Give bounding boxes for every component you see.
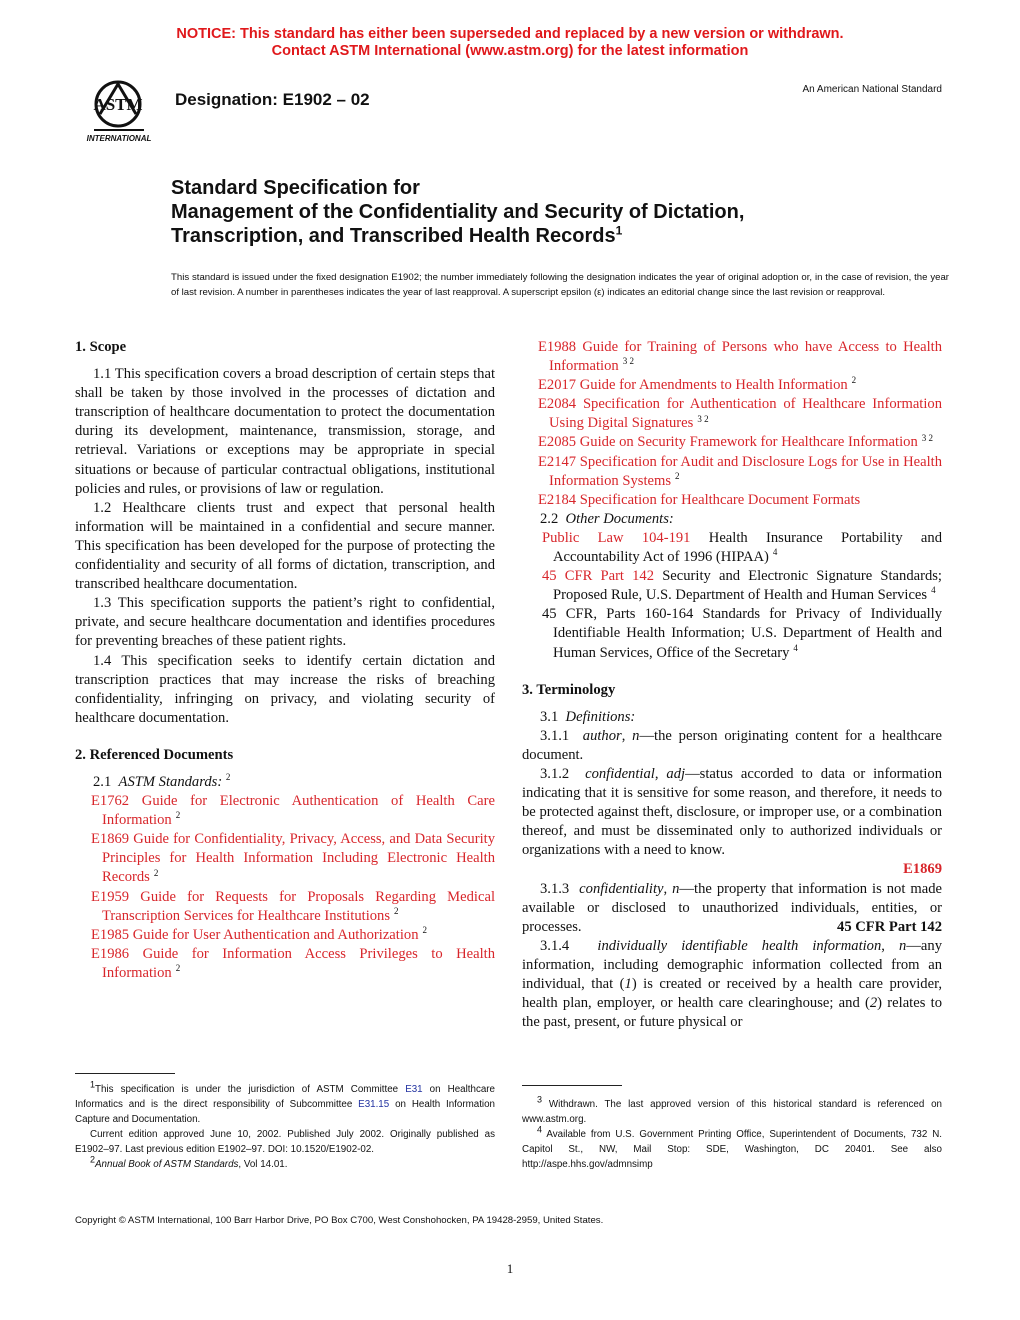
committee-e31-link[interactable]: E31 xyxy=(405,1084,423,1095)
refdocs-heading: 2. Referenced Documents xyxy=(75,746,234,763)
designation-intro: This standard is issued under the fixed designation E1902; the number immediately following the designation indicates the year of original adoption or, in the case of revision, the year of last revision. A number in parentheses indicates the year of last reapproval. A superscript epsilon (ε) indicates an editorial change since the last revision or reapproval. xyxy=(171,272,949,298)
astm-reference-list-a xyxy=(75,792,495,983)
reference-code[interactable]: E2085 xyxy=(538,434,577,451)
reference-title[interactable]: Guide for User Authentication and Authorization xyxy=(132,926,419,943)
scope-1-1: 1.1 This specification covers a broad description of certain steps that shall be taken by those involved in the processes of dictation and transcription of healthcare documentation to protect the documentation during its development, maintenance, transmission, storage, and retrieval. Variations or exceptions may be appropriate in special situations or because of particular contractual obligations, institutional policies and rules, or provisions of law or regulation. xyxy=(75,366,495,497)
reference-footnote-mark: 2 xyxy=(422,924,427,935)
term-confidentiality-source: 45 CFR Part 142 xyxy=(837,918,942,935)
reference-footnote-mark: 3 2 xyxy=(622,356,634,367)
reference-footnote-mark: 3 2 xyxy=(921,432,933,443)
reference-code[interactable]: E1869 xyxy=(91,831,130,848)
right-column xyxy=(522,338,942,1032)
reference-footnote-mark: 2 xyxy=(675,470,680,481)
footnote-1: $^1$This specification is under the jurisdiction of ASTM Committee E31 on Healthcare Informatics and is the direct responsibility of Subcommittee E31.15 on Health Information Capture and Documentation. xyxy=(75,1079,496,1125)
reference-e1762[interactable] xyxy=(75,792,495,830)
reference-title: Standards for Privacy of Individually Identifiable Health Information; U.S. Department of Health and Human Services, Office of the Secretary xyxy=(553,606,942,661)
reference-e1986[interactable] xyxy=(75,945,495,983)
reference-title[interactable]: Guide for Amendments to Health Information xyxy=(579,377,848,394)
reference-code[interactable]: E2084 xyxy=(538,396,577,413)
reference-code: 45 CFR, Parts 160-164 xyxy=(542,606,694,623)
reference-title[interactable]: Specification for Audit and Disclosure Logs for Use in Health Information Systems xyxy=(549,453,942,489)
other-45-cfr-parts-160-164[interactable] xyxy=(522,605,942,662)
scope-1-3: 1.3 This specification supports the patient’s right to confidential, private, and secure healthcare documentation and identifies procedures for preventing breaches of these patient rights. xyxy=(75,595,495,650)
scope-1-2: 1.2 Healthcare clients trust and expect that personal health information will be maintained in a confidential and secure manner. This specification has been developed for the purpose of protecting the confidentiality and security of all forms of dictation, transcription, and transcribed healthcare documentation. xyxy=(75,499,495,593)
term-confidential-source[interactable]: E1869 xyxy=(903,861,942,878)
reference-e2085[interactable] xyxy=(522,433,942,452)
designation: Designation: E1902 – 02 xyxy=(175,90,370,109)
title-line-3: Transcription, and Transcribed Health Records$^1$ xyxy=(171,223,623,247)
astm-standards-label: 2.1 ASTM Standards: $^2$ xyxy=(93,772,231,790)
footnotes-left xyxy=(75,1079,496,1172)
reference-e2084[interactable] xyxy=(522,395,942,433)
reference-code[interactable]: E1988 xyxy=(538,339,577,355)
reference-title[interactable]: Specification for Healthcare Document Formats xyxy=(579,491,861,508)
supersede-notice xyxy=(0,26,1020,60)
reference-title[interactable]: Guide on Security Framework for Healthcare Information xyxy=(579,434,918,451)
scope-heading: 1. Scope xyxy=(75,339,127,355)
reference-footnote-mark: 2 xyxy=(153,867,159,878)
scope-1-4: 1.4 This specification seeks to identify certain dictation and transcription practices that may increase the risks of breaching confidentiality, infringing on privacy, and violating security of healthcare documentation. xyxy=(75,652,495,726)
reference-code[interactable]: E1959 xyxy=(91,888,130,905)
logo-international-text: INTERNATIONAL xyxy=(86,134,152,143)
reference-title[interactable]: Guide for Confidentiality, Privacy, Access, and Data Security Principles for Health Information Including Electronic Health Records xyxy=(102,831,495,886)
footnote-rule-right xyxy=(522,1085,622,1086)
other-documents-label: 2.2 Other Documents: xyxy=(540,510,674,527)
notice-line-1: NOTICE: This standard has either been superseded and replaced by a new version or withdrawn. xyxy=(176,26,844,42)
definitions-label: 3.1 Definitions: xyxy=(540,708,636,725)
reference-e1869[interactable] xyxy=(75,830,495,887)
svg-text:ASTM: ASTM xyxy=(93,95,143,114)
title-footnote-mark: 1 xyxy=(615,223,623,238)
footnote-3: $^3$ Withdrawn. The last approved version of this historical standard is referenced on www.astm.org. xyxy=(522,1094,942,1125)
reference-e2147[interactable] xyxy=(522,453,942,491)
term-author: 3.1.1 author, n—the person originating content for a healthcare document. xyxy=(522,727,942,763)
reference-e2184[interactable] xyxy=(522,491,942,510)
reference-code[interactable]: E1985 xyxy=(91,926,130,943)
reference-code[interactable]: E1986 xyxy=(91,945,130,962)
term-confidentiality: 3.1.3 confidentiality, n—the property that information is not made available or disclosed to unauthorized individuals, entities, or processes. 45 CFR Part 142 xyxy=(522,880,942,937)
left-column xyxy=(75,338,495,983)
reference-footnote-mark: 4 xyxy=(931,585,936,596)
astm-logo xyxy=(78,76,160,146)
reference-code[interactable]: E2184 xyxy=(538,491,577,508)
page-number: 1 xyxy=(506,1261,514,1276)
notice-line-2: Contact ASTM International (www.astm.org) for the latest information xyxy=(271,43,749,59)
reference-footnote-mark: 2 xyxy=(851,375,857,386)
reference-code[interactable]: Public Law 104-191 xyxy=(542,529,691,546)
title-line-2: Management of the Confidentiality and Security of Dictation, xyxy=(171,201,745,223)
reference-e2017[interactable] xyxy=(522,376,942,395)
reference-title[interactable]: Guide for Training of Persons who have Access to Health Information xyxy=(549,339,942,375)
footnote-rule-left xyxy=(75,1073,175,1074)
reference-title[interactable]: Specification for Authentication of Healthcare Information Using Digital Signatures xyxy=(549,396,943,432)
other-reference-list xyxy=(522,529,942,663)
american-national-standard: An American National Standard xyxy=(802,84,942,95)
reference-e1988[interactable] xyxy=(522,338,942,376)
footnote-4: $^4$ Available from U.S. Government Printing Office, Superintendent of Documents, 732 N. Capitol St., NW, Mail Stop: SDE, Washington, DC 20401. See also http://aspe.hhs.gov/admnsimp xyxy=(522,1124,942,1170)
reference-title: Health Insurance Portability and Accountability Act of 1996 (HIPAA) xyxy=(553,529,942,566)
reference-footnote-mark: 2 xyxy=(394,905,399,916)
footnotes-right xyxy=(522,1094,942,1172)
reference-title[interactable]: Guide for Electronic Authentication of Health Care Information xyxy=(102,793,495,829)
reference-e1959[interactable] xyxy=(75,888,495,926)
terminology-heading: 3. Terminology xyxy=(522,681,616,698)
reference-footnote-mark: 3 2 xyxy=(697,413,709,424)
footnote-1-edition: Current edition approved June 10, 2002. Published July 2002. Originally published as E1902–97. Last previous edition E1902–97. DOI: 10.1520/E1902-02. xyxy=(75,1129,495,1155)
reference-code[interactable]: E2147 xyxy=(538,453,577,470)
astm-reference-list-b xyxy=(522,338,942,510)
document-title xyxy=(171,176,951,248)
reference-code[interactable]: E2017 xyxy=(538,377,577,394)
term-confidential: 3.1.2 confidential, adj—status accorded to data or information indicating that it is sensitive for some reason, and therefore, it needs to be protected against theft, disclosure, or improper use, or a combination thereof, and must be disseminated only to authorized individuals or organizations with a need to know. xyxy=(522,765,943,859)
reference-code[interactable]: E1762 xyxy=(91,793,130,810)
reference-footnote-mark: 2 xyxy=(175,963,181,974)
term-iihi: 3.1.4 individually identifiable health information, n—any information, including demographic information collected from an individual, that (1) is created or received by a health care provider, health plan, employer, or health care clearinghouse; and (2) relates to the past, present, or future physical or xyxy=(522,937,942,1031)
other-public-law-104-191[interactable] xyxy=(522,529,942,567)
footnote-2: $^2$Annual Book of ASTM Standards, Vol 14.01. xyxy=(90,1154,288,1170)
reference-footnote-mark: 2 xyxy=(175,810,181,821)
reference-e1985[interactable] xyxy=(75,926,495,945)
copyright: Copyright © ASTM International, 100 Barr Harbor Drive, PO Box C700, West Conshohocken, PA 19428-2959, United States. xyxy=(75,1215,604,1226)
reference-title[interactable]: Guide for Requests for Proposals Regarding Medical Transcription Services for Healthcare Institutions xyxy=(102,888,495,924)
reference-title[interactable]: Guide for Information Access Privileges to Health Information xyxy=(102,945,495,981)
reference-footnote-mark: 4 xyxy=(793,642,798,653)
other-45-cfr-part-142[interactable] xyxy=(522,567,942,605)
reference-title: Security and Electronic Signature Standards; Proposed Rule, U.S. Department of Health and Human Services xyxy=(553,568,942,604)
reference-code[interactable]: 45 CFR Part 142 xyxy=(542,568,655,585)
subcommittee-e31-15-link[interactable]: E31.15 xyxy=(358,1099,390,1110)
title-line-1: Standard Specification for xyxy=(171,177,420,199)
reference-footnote-mark: 4 xyxy=(772,547,778,558)
